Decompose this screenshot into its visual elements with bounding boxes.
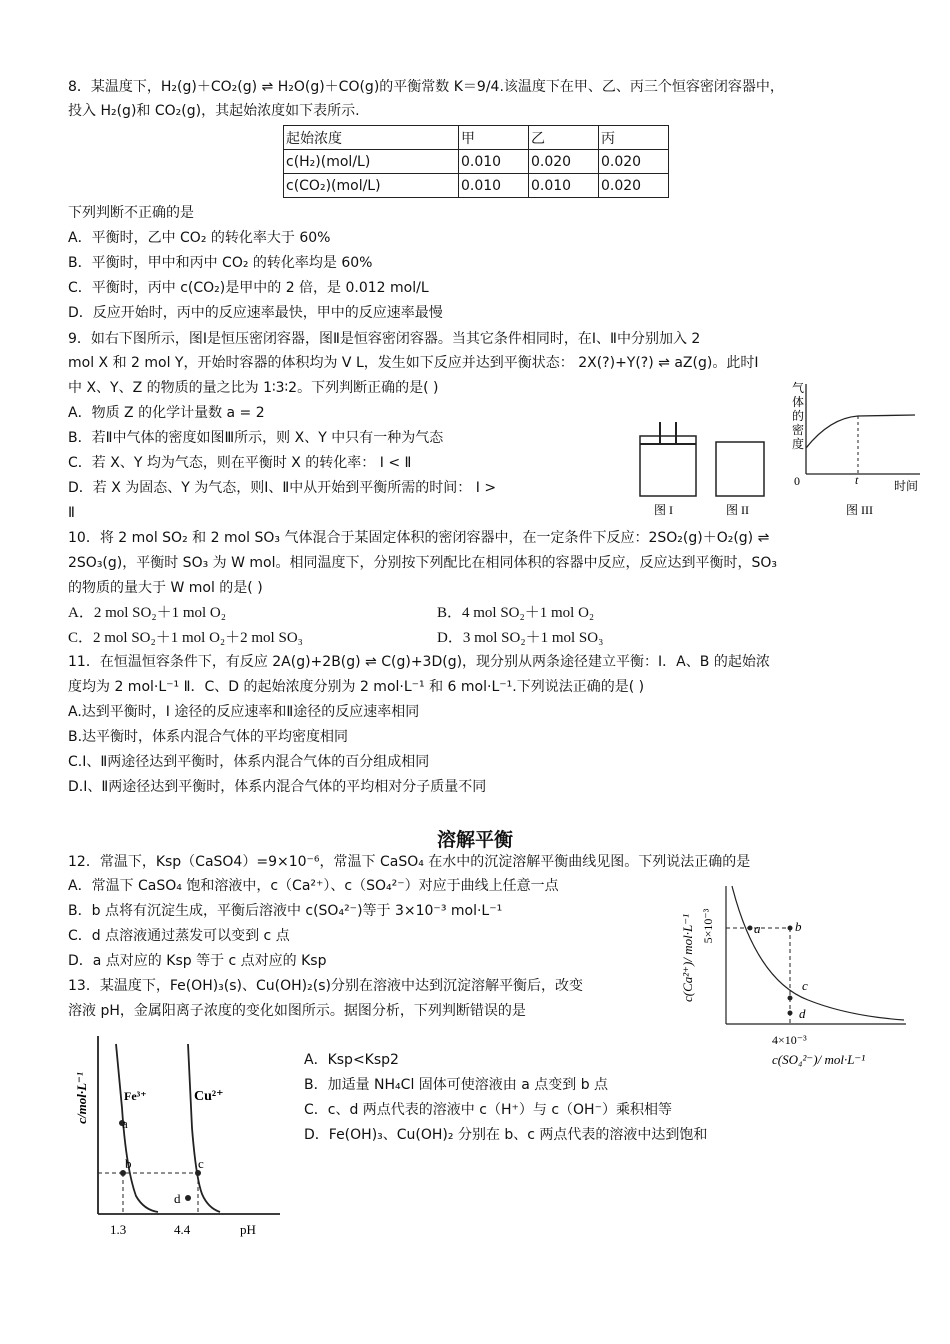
- q13-figure: [70, 1028, 290, 1244]
- table-row: [284, 126, 669, 150]
- x-axis-label: 时间: [894, 479, 919, 493]
- q8-option-c: C．平衡时，丙中 c(CO₂)是甲中的 2 倍，是 0.012 mol/L: [68, 280, 429, 296]
- q10-option-b: B．4 mol SO₂＋1 mol O₂: [437, 605, 595, 621]
- y-axis-char: 度: [792, 437, 805, 451]
- q12-option-a: A．常温下 CaSO₄ 饱和溶液中，c（Ca²⁺）、c（SO₄²⁻）对应于曲线上任意一点: [68, 878, 559, 894]
- label-d: d: [799, 1006, 806, 1021]
- q8-line-2: 投入 H₂(g)和 CO₂(g)，其起始浓度如下表所示.: [68, 103, 360, 119]
- label-a: a: [754, 921, 761, 936]
- table-cell: 乙: [529, 126, 599, 150]
- q9-line-1: 9．如右下图所示，图Ⅰ是恒压密闭容器，图Ⅱ是恒容密闭容器。当其它条件相同时，在Ⅰ、Ⅱ中分别加入 2: [68, 331, 701, 347]
- x-axis-label: c(SO₄²⁻)/ mol·L⁻¹: [772, 1052, 866, 1067]
- table-cell: 0.020: [529, 150, 599, 174]
- x-tick-1: 1.3: [110, 1222, 127, 1237]
- q9-line-3: 中 X、Y、Z 的物质的量之比为 1∶3∶2。下列判断正确的是( ): [68, 380, 439, 396]
- table-cell: c(CO₂)(mol/L): [284, 174, 459, 198]
- origin-label: 0: [794, 474, 800, 488]
- y-axis-char: 气: [792, 381, 805, 395]
- q11-option-c: C.I、Ⅱ两途径达到平衡时，体系内混合气体的百分组成相同: [68, 754, 430, 770]
- initial-concentration-table: [283, 125, 669, 198]
- q11-line-1: 11．在恒温恒容条件下，有反应 2A(g)+2B(g) ⇌ C(g)+3D(g)，现分别从两条途径建立平衡：I．A、B 的起始浓: [68, 654, 770, 670]
- q10-line-3: 的物质的量大于 W mol 的是( ): [68, 580, 263, 596]
- q10-option-c: C．2 mol SO₂＋1 mol O₂＋2 mol SO₃: [68, 630, 303, 646]
- q12-figure: [668, 880, 938, 1070]
- point-b: [788, 926, 793, 931]
- q13-option-d: D．Fe(OH)₃、Cu(OH)₂ 分别在 b、c 两点代表的溶液中达到饱和: [304, 1127, 708, 1143]
- table-cell: c(H₂)(mol/L): [284, 150, 459, 174]
- q13-option-c: C．c、d 两点代表的溶液中 c（H⁺）与 c（OH⁻）乘积相等: [304, 1102, 672, 1118]
- point-d: [185, 1195, 191, 1201]
- q12-option-b: B．b 点将有沉淀生成，平衡后溶液中 c(SO₄²⁻)等于 3×10⁻³ mol·L⁻¹: [68, 903, 503, 919]
- caption-fig-2: 图 II: [726, 503, 749, 517]
- q11-option-b: B.达平衡时，体系内混合气体的平均密度相同: [68, 729, 349, 745]
- cu-ion-label: Cu²⁺: [194, 1089, 224, 1104]
- section-title: 溶解平衡: [436, 829, 513, 851]
- y-axis-char: 的: [792, 409, 805, 423]
- table-cell: 0.010: [459, 150, 529, 174]
- point-d: [788, 1011, 793, 1016]
- solubility-curve: [732, 886, 904, 1020]
- q10-option-d: D．3 mol SO₂＋1 mol SO₃: [437, 630, 604, 646]
- q8-stem: 下列判断不正确的是: [68, 205, 194, 221]
- t-label: t: [855, 473, 859, 487]
- q10-option-a: A．2 mol SO₂＋1 mol O₂: [68, 605, 226, 621]
- cu-curve: [188, 1044, 220, 1212]
- q13-option-b: B．加适量 NH₄Cl 固体可使溶液由 a 点变到 b 点: [304, 1077, 609, 1093]
- q12-line-1: 12．常温下，Ksp（CaSO4）=9×10⁻⁶，常温下 CaSO₄ 在水中的沉淀溶解平衡曲线见图。下列说法正确的是: [68, 854, 751, 870]
- caption-fig-1: 图 I: [654, 503, 673, 517]
- q9-option-a: A．物质 Z 的化学计量数 a = 2: [68, 405, 265, 421]
- q11-line-2: 度均为 2 mol·L⁻¹ Ⅱ．C、D 的起始浓度分别为 2 mol·L⁻¹ 和 6 mol·L⁻¹.下列说法正确的是( ): [68, 679, 645, 695]
- fe-ion-label: Fe³⁺: [124, 1089, 147, 1103]
- q9-option-d-cont: Ⅱ: [68, 505, 75, 521]
- caption-fig-3: 图 III: [846, 503, 873, 517]
- table-cell: 0.010: [459, 174, 529, 198]
- q13-option-a: A．Ksp<Ksp2: [304, 1052, 399, 1068]
- table-row: [284, 174, 669, 198]
- q8-line-1: 8．某温度下，H₂(g)＋CO₂(g) ⇌ H₂O(g)＋CO(g)的平衡常数 K＝9/4.该温度下在甲、乙、丙三个恒容密闭容器中，: [68, 79, 784, 95]
- q10-line-1: 10．将 2 mol SO₂ 和 2 mol SO₃ 气体混合于某固定体积的密闭容器中，在一定条件下反应：2SO₂(g)＋O₂(g) ⇌: [68, 530, 770, 546]
- y-axis-char: 体: [792, 395, 805, 409]
- x-axis-label: pH: [240, 1222, 256, 1237]
- q13-line-1: 13．某温度下，Fe(OH)₃(s)、Cu(OH)₂(s)分别在溶液中达到沉淀溶解平衡后，改变: [68, 978, 583, 994]
- q9-option-c: C．若 X、Y 均为气态，则在平衡时 X 的转化率： Ⅰ < Ⅱ: [68, 455, 412, 471]
- q12-option-c: C．d 点溶液通过蒸发可以变到 c 点: [68, 928, 290, 944]
- table-cell: 丙: [599, 126, 669, 150]
- density-curve: [806, 415, 915, 448]
- x-tick-label: 4×10⁻³: [772, 1033, 807, 1047]
- y-axis-label: c(Ca²⁺)/ mol·L⁻¹: [680, 914, 695, 1002]
- q8-option-b: B．平衡时，甲中和丙中 CO₂ 的转化率均是 60%: [68, 255, 373, 271]
- table-cell: 0.020: [599, 174, 669, 198]
- table-cell: 甲: [459, 126, 529, 150]
- q13-line-2: 溶液 pH，金属阳离子浓度的变化如图所示。据图分析，下列判断错误的是: [68, 1003, 526, 1019]
- point-a: [748, 926, 753, 931]
- q11-option-d: D.I、Ⅱ两途径达到平衡时，体系内混合气体的平均相对分子质量不同: [68, 779, 487, 795]
- q9-line-2: mol X 和 2 mol Y，开始时容器的体积均为 V L，发生如下反应并达到平衡状态： 2X(?)+Y(?) ⇌ aZ(g)。此时Ⅰ: [68, 355, 759, 371]
- y-axis-char: 密: [792, 423, 805, 437]
- q9-option-d: D．若 X 为固态、Y 为气态，则Ⅰ、Ⅱ中从开始到平衡所需的时间： Ⅰ >: [68, 480, 497, 496]
- y-axis-label: c/mol·L⁻¹: [74, 1072, 89, 1124]
- q8-option-a: A．平衡时，乙中 CO₂ 的转化率大于 60%: [68, 230, 331, 246]
- label-c: c: [198, 1156, 204, 1171]
- table-cell: 0.020: [599, 150, 669, 174]
- y-tick-label: 5×10⁻³: [701, 908, 715, 944]
- table-cell: 0.010: [529, 174, 599, 198]
- label-b: b: [795, 919, 802, 934]
- container-constant-pressure: [640, 422, 696, 496]
- density-time-graph: [806, 384, 920, 474]
- q10-line-2: 2SO₃(g)，平衡时 SO₃ 为 W mol。相同温度下，分别按下列配比在相同体积的容器中反应，反应达到平衡时，SO₃: [68, 555, 778, 571]
- q12-option-d: D．a 点对应的 Ksp 等于 c 点对应的 Ksp: [68, 953, 327, 969]
- label-d: d: [174, 1191, 181, 1206]
- q8-option-d: D．反应开始时，丙中的反应速率最快，甲中的反应速率最慢: [68, 305, 443, 321]
- point-c: [788, 996, 793, 1001]
- table-cell: 起始浓度: [284, 126, 459, 150]
- container-constant-volume: [716, 442, 764, 496]
- label-a: a: [122, 1116, 128, 1131]
- label-b: b: [125, 1156, 132, 1171]
- table-row: [284, 150, 669, 174]
- q11-option-a: A.达到平衡时，I 途径的反应速率和Ⅱ途径的反应速率相同: [68, 704, 420, 720]
- x-tick-2: 4.4: [174, 1222, 191, 1237]
- label-c: c: [802, 978, 808, 993]
- q9-option-b: B．若Ⅱ中气体的密度如图Ⅲ所示，则 X、Y 中只有一种为气态: [68, 430, 444, 446]
- q9-figure: [630, 378, 930, 523]
